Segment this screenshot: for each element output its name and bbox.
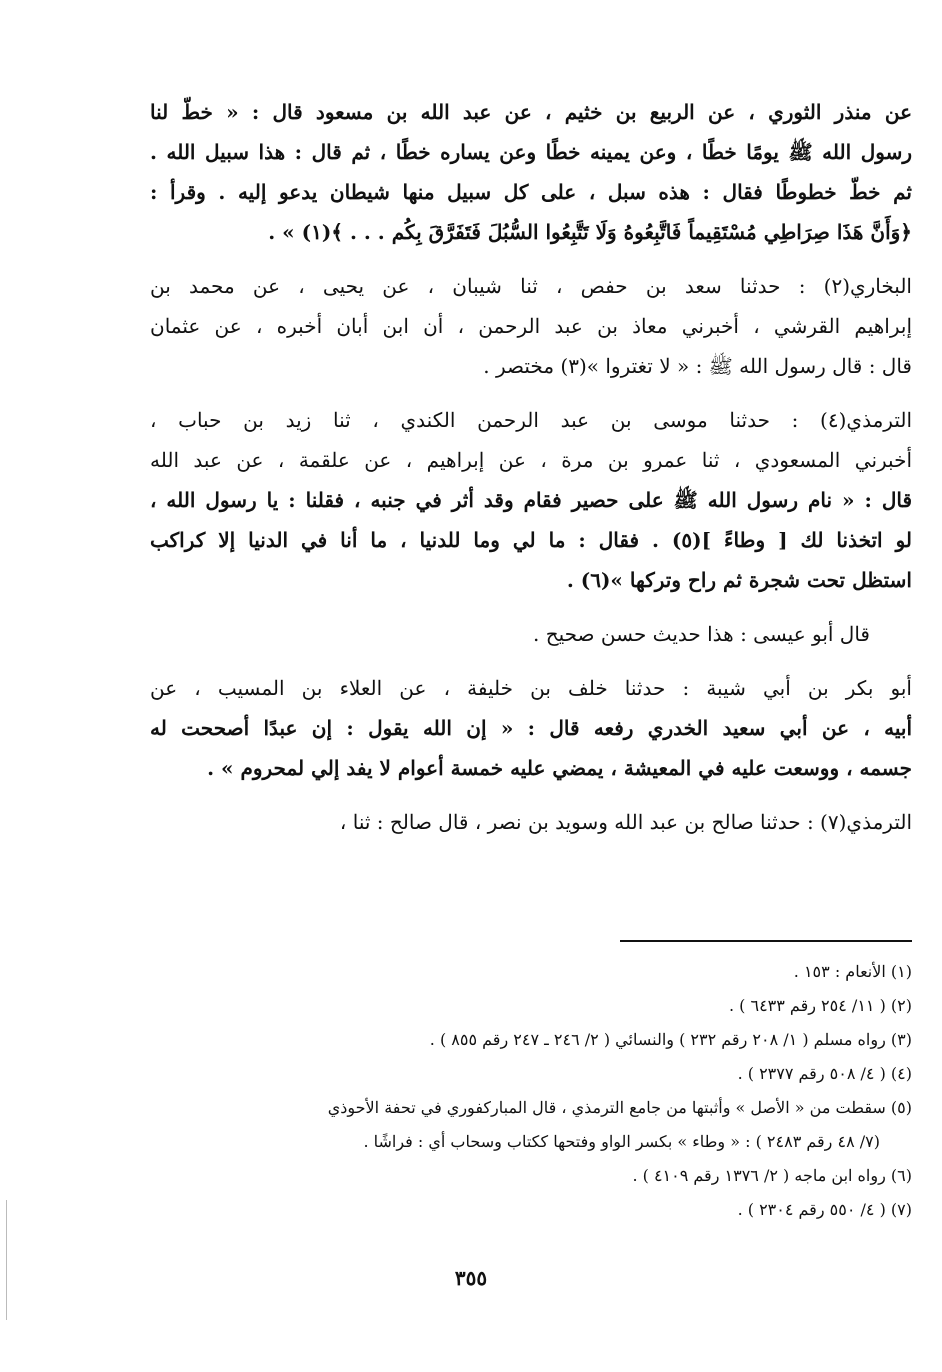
text-line: عن منذر الثوري ، عن الربيع بن خثيم ، عن عبد الله بن مسعود قال : « خطّ لنا xyxy=(150,100,912,124)
text-line: قال : « نام رسول الله ﷺ على حصير فقام وقد أثر في جنبه ، فقلنا : يا رسول الله ، xyxy=(150,488,912,512)
paragraph-ibn-abi-shaybah xyxy=(150,668,912,788)
text-line: لو اتخذنا لك [ وطاءً ](٥) . فقال : ما لي وما للدنيا ، ما أنا في الدنيا إلا كراكب xyxy=(150,528,912,552)
paragraph-ibn-masud xyxy=(150,92,912,252)
text-line: أبو بكر بن أبي شيبة : حدثنا خلف بن خليفة ، عن العلاء بن المسيب ، عن xyxy=(150,676,912,700)
paragraph-abu-isa xyxy=(150,614,912,654)
paragraph-tirmidhi-1 xyxy=(150,400,912,600)
footnote-6: (٦) رواه ابن ماجه ( ٢/ ١٣٧٦ رقم ٤١٠٩ ) . xyxy=(632,1166,912,1185)
main-text xyxy=(150,92,912,842)
text-line: البخاري(٢) : حدثنا سعد بن حفص ، ثنا شيبان ، عن يحيى ، عن محمد بن xyxy=(150,274,912,298)
paragraph-bukhari xyxy=(150,266,912,386)
scan-edge-line xyxy=(6,1200,7,1320)
footnote-4: (٤) ( ٤/ ٥٠٨ رقم ٢٣٧٧ ) . xyxy=(737,1064,912,1083)
text-line: استظل تحت شجرة ثم راح وتركها »(٦) . xyxy=(566,568,912,592)
quran-verse-line: ﴿وَأَنَّ هَذَا صِرَاطِي مُسْتَقِيماً فَاتَّبِعُوهُ وَلَا تَتَّبِعُوا السُّبُلَ فَتَفَرَّقَ بِكُم . . . ﴾(١) » . xyxy=(268,220,912,244)
footnotes xyxy=(175,955,912,1227)
text-line: أبيه ، عن أبي سعيد الخدري رفعه قال : « إن الله يقول : إن عبدًا أصححت له xyxy=(150,716,912,740)
text-line: رسول الله ﷺ يومًا خطًا ، وعن يمينه خطًا وعن يساره خطًا ، ثم قال : هذا سبيل الله . xyxy=(150,140,912,164)
footnote-3: (٣) رواه مسلم ( ١/ ٢٠٨ رقم ٢٣٢ ) والنسائي ( ٢/ ٢٤٦ ـ ٢٤٧ رقم ٨٥٥ ) . xyxy=(429,1030,912,1049)
footnote-1: (١) الأنعام : ١٥٣ . xyxy=(793,962,912,981)
text-line: الترمذي(٤) : حدثنا موسى بن عبد الرحمن الكندي ، ثنا زيد بن حباب ، xyxy=(150,408,912,432)
text-line: قال أبو عيسى : هذا حديث حسن صحيح . xyxy=(532,622,870,646)
paragraph-tirmidhi-2 xyxy=(150,802,912,842)
text-line: قال : قال رسول الله ﷺ : « لا تغتروا »(٣) مختصر . xyxy=(483,354,912,378)
text-line: جسمه ، ووسعت عليه في المعيشة ، يمضي عليه خمسة أعوام لا يفد إلي لمحروم » . xyxy=(207,756,912,780)
text-line: إبراهيم القرشي ، أخبرني معاذ بن عبد الرحمن ، أن ابن أبان أخبره ، عن عثمان xyxy=(150,314,912,338)
footnote-2: (٢) ( ١١/ ٢٥٤ رقم ٦٤٣٣ ) . xyxy=(728,996,912,1015)
text-line: أخبرني المسعودي ، ثنا عمرو بن مرة ، عن إبراهيم ، عن علقمة ، عن عبد الله xyxy=(150,448,912,472)
footnote-7: (٧) ( ٤/ ٥٥٠ رقم ٢٣٠٤ ) . xyxy=(737,1200,912,1219)
page-number: ٣٥٥ xyxy=(454,1266,488,1290)
footnote-5-continuation: (٧/ ٤٨ رقم ٢٤٨٣ ) : « وطاء » بكسر الواو وفتحها ككتاب وسحاب أي : فراشًا . xyxy=(363,1132,880,1151)
text-line: الترمذي(٧) : حدثنا صالح بن عبد الله وسويد بن نصر ، قال صالح : ثنا ، xyxy=(339,810,912,834)
footnote-5: (٥) سقطت من « الأصل » وأثبتها من جامع الترمذي ، قال المباركفوري في تحفة الأحوذي xyxy=(327,1098,912,1117)
footnote-divider xyxy=(620,940,912,942)
text-line: ثم خطّ خطوطًا فقال : هذه سبل ، على كل سبيل منها شيطان يدعو إليه . وقرأ : xyxy=(150,180,912,204)
